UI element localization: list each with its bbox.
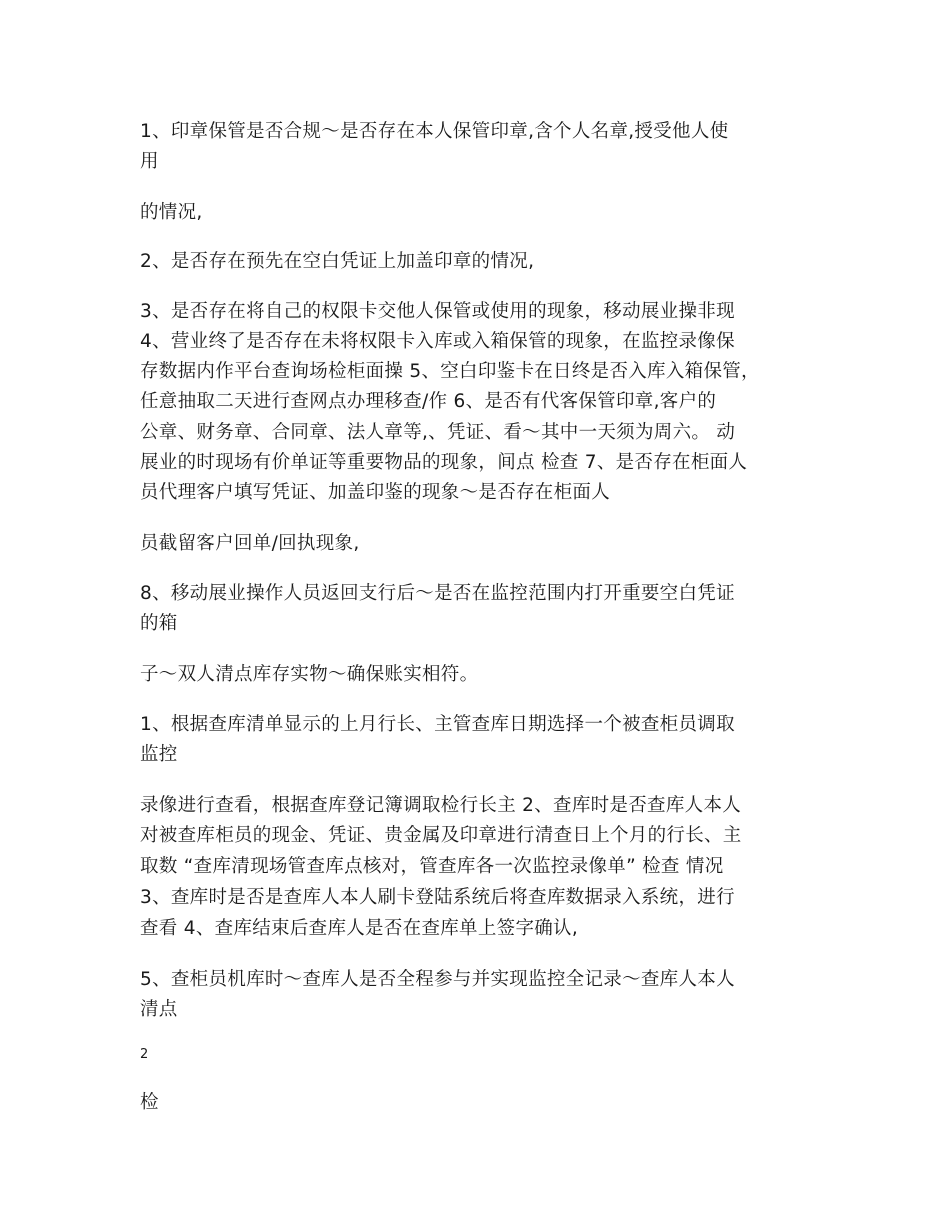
text-line: 对被查库柜员的现金、凭证、贵金属及印章进行清查日上个月的行长、主 xyxy=(140,825,742,846)
text-line: 8、移动展业操作人员返回支行后～是否在监控范围内打开重要空白凭证 xyxy=(140,583,735,604)
text-line: 2、是否存在预先在空白凭证上加盖印章的情况, xyxy=(140,251,535,272)
text-line: 存数据内作平台查询场检柜面操 5、空白印鉴卡在日终是否入库入箱保管， xyxy=(140,361,760,382)
text-line: 3、是否存在将自己的权限卡交他人保管或使用的现象，移动展业操非现 xyxy=(140,301,735,322)
text-line: 3、查库时是否是查库人本人刷卡登陆系统后将查库数据录入系统，进行 xyxy=(140,887,735,908)
text-line: 的情况, xyxy=(140,202,203,223)
text-line: 用 xyxy=(140,151,159,172)
text-line: 5、查柜员机库时～查库人是否全程参与并实现监控全记录～查库人本人 xyxy=(140,969,735,990)
text-line: 公章、财务章、合同章、法人章等,、凭证、看～其中一天须为周六。 动 xyxy=(140,422,736,443)
text-line: 员代理客户填写凭证、加盖印鉴的现象～是否存在柜面人 xyxy=(140,482,611,503)
text-line: 查看 4、查库结束后查库人是否在查库单上签字确认, xyxy=(140,918,579,939)
text-line: 检 xyxy=(140,1092,159,1113)
text-line: 展业的时现场有价单证等重要物品的现象，间点 检查 7、是否存在柜面人 xyxy=(140,452,748,473)
text-line: 监控 xyxy=(140,744,178,765)
text-line: 任意抽取二天进行查网点办理移查/作 6、是否有代客保管印章,客户的 xyxy=(140,391,717,412)
text-line: 子～双人清点库存实物～确保账实相符。 xyxy=(140,664,479,685)
page-number: 2 xyxy=(140,1047,149,1062)
text-line: 清点 xyxy=(140,999,178,1020)
text-line: 4、营业终了是否存在未将权限卡入库或入箱保管的现象，在监控录像保 xyxy=(140,331,735,352)
text-line: 取数 “查库清现场管查库点核对，管查库各一次监控录像单” 检查 情况 xyxy=(140,856,724,877)
text-line: 1、印章保管是否合规～是否存在本人保管印章,含个人名章,授受他人使 xyxy=(140,121,729,142)
text-line: 的箱 xyxy=(140,613,178,634)
text-line: 员截留客户回单/回执现象, xyxy=(140,533,360,554)
text-line: 1、根据查库清单显示的上月行长、主管查库日期选择一个被查柜员调取 xyxy=(140,714,735,735)
text-line: 录像进行查看，根据查库登记簿调取检行长主 2、查库时是否查库人本人 xyxy=(140,795,742,816)
